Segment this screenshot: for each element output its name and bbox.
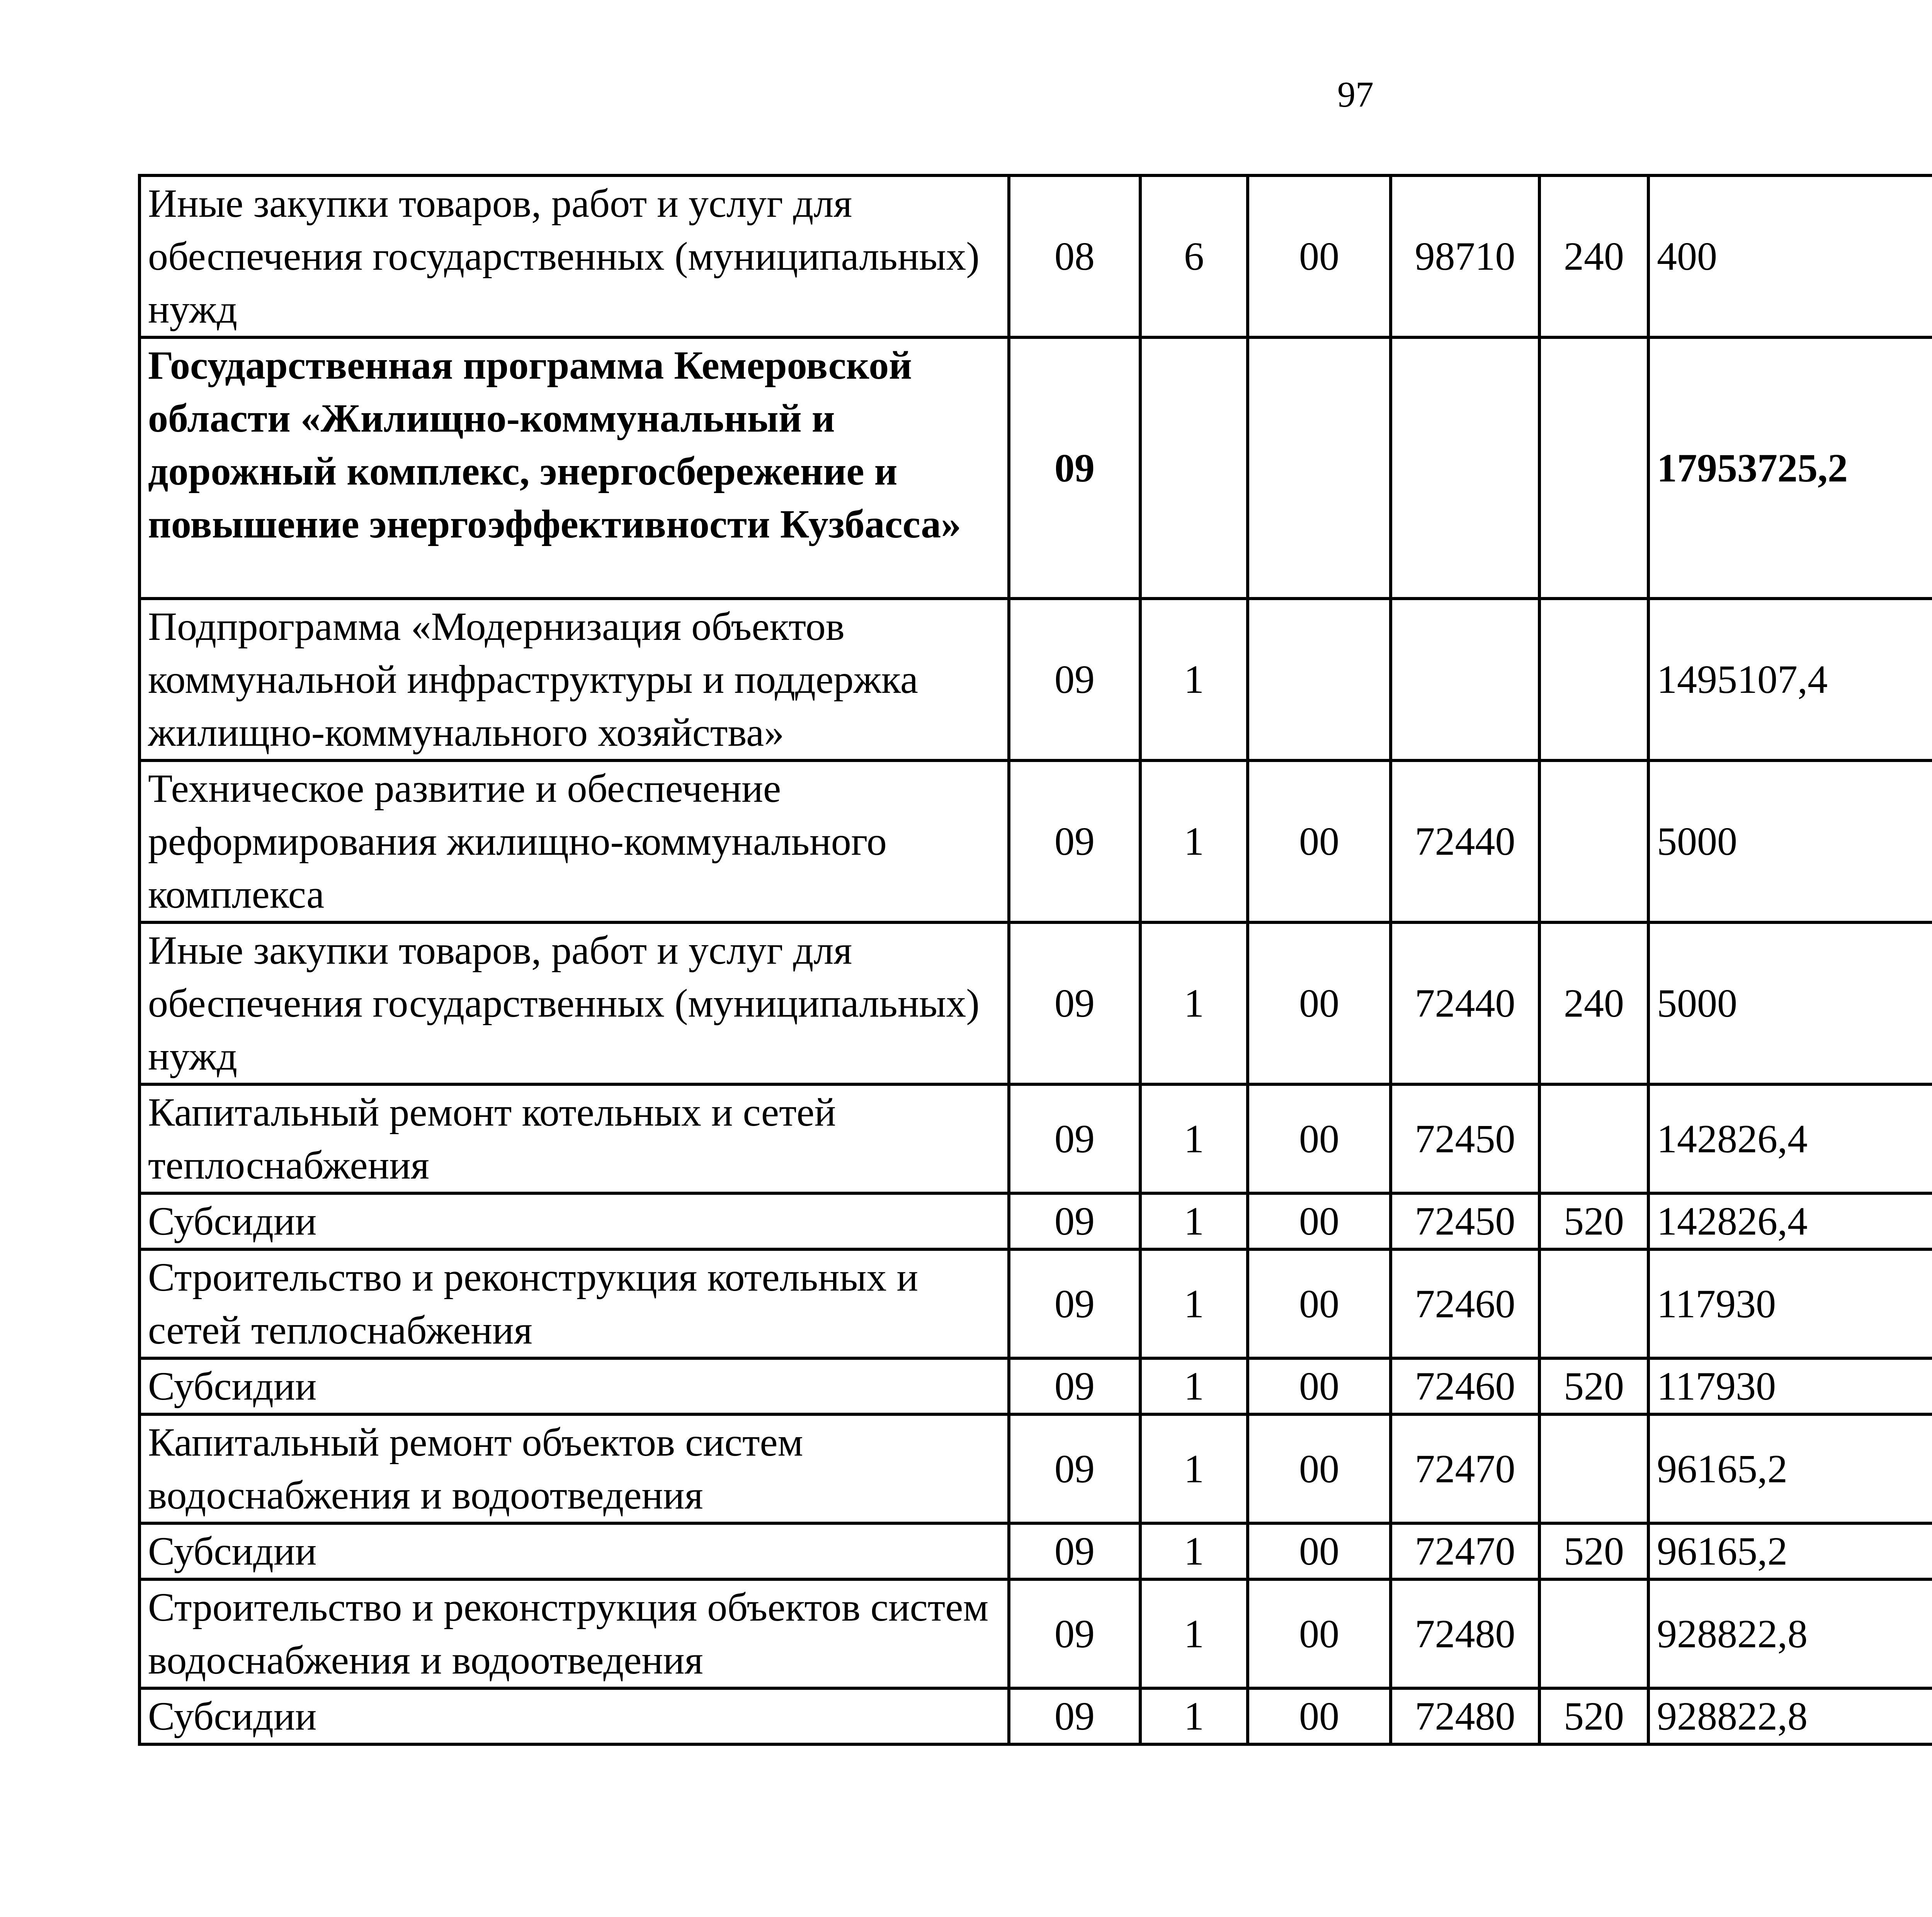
target-article-code [1391,599,1539,760]
target-article-code: 72480 [1391,1579,1539,1688]
target-article-code: 98710 [1391,175,1539,337]
section-code: 09 [1009,1579,1140,1688]
subsection-code: 1 [1140,599,1248,760]
row-description: Субсидии [139,1688,1009,1744]
row-description: Иные закупки товаров, работ и услуг для обеспечения государственных (муниципальных) нужд [139,175,1009,337]
subsection-code: 1 [1140,760,1248,922]
program-code: 00 [1248,175,1391,337]
row-description: Субсидии [139,1358,1009,1414]
amount-year-1: 142826,4 [1648,1193,1932,1249]
expense-type-code [1539,1249,1648,1358]
program-code: 00 [1248,760,1391,922]
target-article-code [1391,337,1539,599]
expense-type-code: 240 [1539,922,1648,1084]
subsection-code: 1 [1140,1523,1248,1579]
expense-type-code: 520 [1539,1688,1648,1744]
subsection-code: 1 [1140,1688,1248,1744]
expense-type-code: 520 [1539,1193,1648,1249]
amount-year-1: 117930 [1648,1358,1932,1414]
table-row [139,1414,1932,1523]
target-article-code: 72450 [1391,1084,1539,1193]
row-description: Иные закупки товаров, работ и услуг для обеспечения государственных (муниципальных) нужд [139,922,1009,1084]
program-code: 00 [1248,1523,1391,1579]
amount-year-1: 142826,4 [1648,1084,1932,1193]
row-description: Субсидии [139,1193,1009,1249]
target-article-code: 72480 [1391,1688,1539,1744]
program-code: 00 [1248,922,1391,1084]
target-article-code: 72460 [1391,1249,1539,1358]
amount-year-1: 1495107,4 [1648,599,1932,760]
subsection-code: 1 [1140,922,1248,1084]
row-description: Субсидии [139,1523,1009,1579]
table-row [139,1523,1932,1579]
section-code: 09 [1009,922,1140,1084]
row-description: Подпрограмма «Модернизация объектов коммунальной инфраструктуры и поддержка жилищно-коммунального хозяйства» [139,599,1009,760]
table-row [139,1358,1932,1414]
amount-year-1: 5000 [1648,760,1932,922]
section-code: 09 [1009,1688,1140,1744]
expense-type-code [1539,1579,1648,1688]
table-row [139,1579,1932,1688]
table-row [139,1688,1932,1744]
row-description: Строительство и реконструкция котельных и сетей теплоснабжения [139,1249,1009,1358]
program-code: 00 [1248,1249,1391,1358]
subsection-code: 1 [1140,1579,1248,1688]
section-code: 09 [1009,1358,1140,1414]
subsection-code: 1 [1140,1414,1248,1523]
amount-year-1: 117930 [1648,1249,1932,1358]
subsection-code: 1 [1140,1193,1248,1249]
program-code [1248,337,1391,599]
row-description: Капитальный ремонт котельных и сетей теплоснабжения [139,1084,1009,1193]
subsection-code: 1 [1140,1358,1248,1414]
program-code: 00 [1248,1358,1391,1414]
table-row [139,1193,1932,1249]
subsection-code: 1 [1140,1249,1248,1358]
section-code: 08 [1009,175,1140,337]
program-code: 00 [1248,1688,1391,1744]
row-description: Техническое развитие и обеспечение реформирования жилищно-коммунального комплекса [139,760,1009,922]
table-row [139,760,1932,922]
amount-year-1: 5000 [1648,922,1932,1084]
target-article-code: 72440 [1391,760,1539,922]
expense-type-code [1539,1414,1648,1523]
amount-year-1: 928822,8 [1648,1688,1932,1744]
section-code: 09 [1009,337,1140,599]
target-article-code: 72470 [1391,1414,1539,1523]
section-code: 09 [1009,1193,1140,1249]
target-article-code: 72470 [1391,1523,1539,1579]
section-code: 09 [1009,1249,1140,1358]
expense-type-code [1539,337,1648,599]
amount-year-1: 96165,2 [1648,1414,1932,1523]
page-number: 97 [1337,75,1374,115]
expense-type-code [1539,760,1648,922]
table-row [139,175,1932,337]
amount-year-1: 928822,8 [1648,1579,1932,1688]
subsection-code: 1 [1140,1084,1248,1193]
table-row [139,1084,1932,1193]
section-code: 09 [1009,1084,1140,1193]
amount-year-1: 96165,2 [1648,1523,1932,1579]
target-article-code: 72460 [1391,1358,1539,1414]
section-code: 09 [1009,599,1140,760]
section-code: 09 [1009,760,1140,922]
target-article-code: 72440 [1391,922,1539,1084]
program-code: 00 [1248,1193,1391,1249]
program-code: 00 [1248,1084,1391,1193]
amount-year-1: 400 [1648,175,1932,337]
program-code [1248,599,1391,760]
target-article-code: 72450 [1391,1193,1539,1249]
table-body [139,175,1932,1744]
program-code: 00 [1248,1414,1391,1523]
table-row [139,1249,1932,1358]
table-row [139,922,1932,1084]
row-description: Строительство и реконструкция объектов систем водоснабжения и водоотведения [139,1579,1009,1688]
expense-type-code: 520 [1539,1523,1648,1579]
row-description: Капитальный ремонт объектов систем водоснабжения и водоотведения [139,1414,1009,1523]
table-row [139,337,1932,599]
expense-type-code: 240 [1539,175,1648,337]
program-code: 00 [1248,1579,1391,1688]
amount-year-1: 17953725,2 [1648,337,1932,599]
expense-type-code: 520 [1539,1358,1648,1414]
table-row [139,599,1932,760]
row-description: Государственная программа Кемеровской области «Жилищно-коммунальный и дорожный комплекс, энергосбережение и повышение энергоэффективности Кузбасса» [139,337,1009,599]
subsection-code [1140,337,1248,599]
section-code: 09 [1009,1414,1140,1523]
expense-type-code [1539,599,1648,760]
expense-type-code [1539,1084,1648,1193]
subsection-code: 6 [1140,175,1248,337]
budget-table [138,174,1932,1746]
section-code: 09 [1009,1523,1140,1579]
